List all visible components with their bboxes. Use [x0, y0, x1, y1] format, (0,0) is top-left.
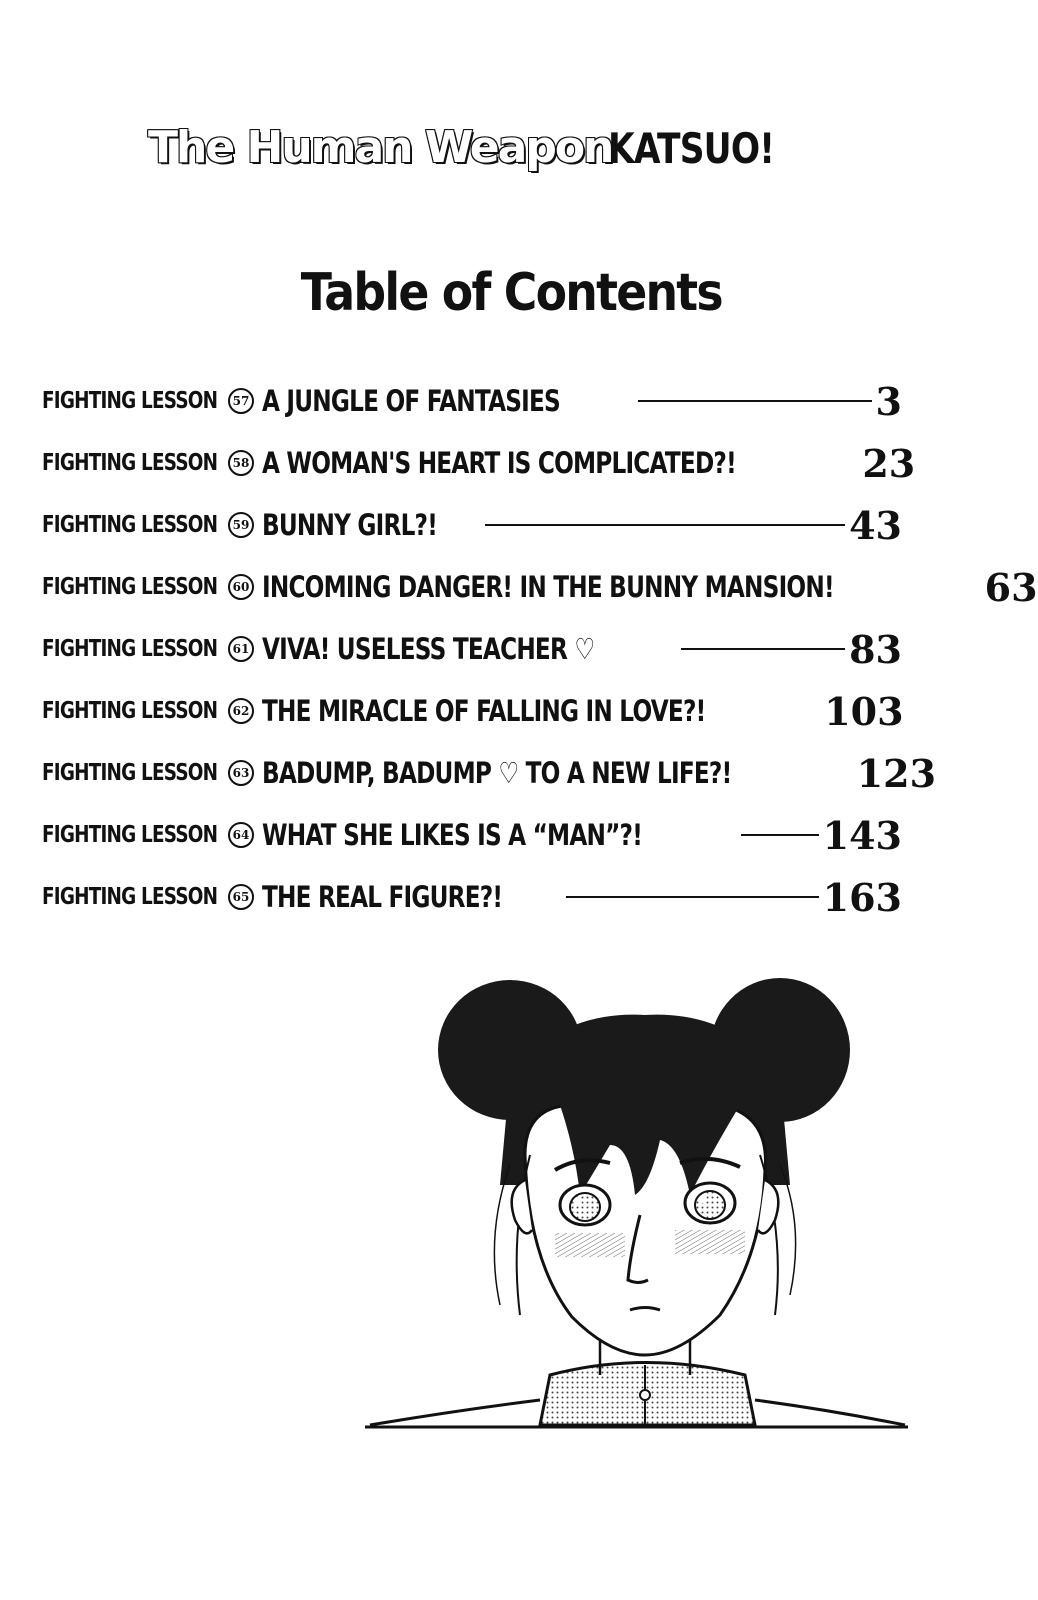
lesson-number-badge: 63 — [228, 760, 254, 786]
chapter-title: VIVA! USELESS TEACHER ♡ — [262, 632, 595, 666]
page-number: 143 — [822, 812, 902, 858]
toc-entry[interactable] — [42, 874, 902, 920]
chapter-title: INCOMING DANGER! IN THE BUNNY MANSION! — [262, 570, 834, 604]
lesson-number-badge: 57 — [228, 388, 254, 414]
page-number: 63 — [984, 564, 1038, 610]
toc-entry[interactable] — [42, 440, 916, 486]
series-title-block — [148, 122, 788, 184]
chapter-title: WHAT SHE LIKES IS A “MAN”?! — [262, 818, 642, 852]
page-number: 83 — [849, 626, 902, 672]
toc-entry[interactable] — [42, 502, 902, 548]
toc-entry[interactable] — [42, 626, 902, 672]
lesson-number-badge: 61 — [228, 636, 254, 662]
chapter-title: A WOMAN'S HEART IS COMPLICATED?! — [262, 446, 736, 480]
lesson-number-badge: 59 — [228, 512, 254, 538]
series-subtitle: KATSUO! — [608, 124, 775, 173]
lesson-label: FIGHTING LESSON — [42, 760, 218, 786]
lesson-label: FIGHTING LESSON — [42, 822, 218, 848]
lesson-label: FIGHTING LESSON — [42, 636, 218, 662]
chapter-title: BUNNY GIRL?! — [262, 508, 437, 542]
lesson-label: FIGHTING LESSON — [42, 698, 218, 724]
leader-line — [741, 834, 819, 836]
leader-line — [566, 896, 818, 898]
toc-heading: Table of Contents — [300, 263, 722, 323]
lesson-number-badge: 65 — [228, 884, 254, 910]
chapter-title: THE MIRACLE OF FALLING IN LOVE?! — [262, 694, 706, 728]
page-number: 3 — [875, 378, 902, 424]
lesson-label: FIGHTING LESSON — [42, 388, 218, 414]
toc-entry[interactable] — [42, 750, 937, 796]
toc-entry[interactable] — [42, 812, 902, 858]
lesson-label: FIGHTING LESSON — [42, 450, 218, 476]
page-number: 103 — [824, 688, 904, 734]
page-number: 123 — [856, 750, 937, 796]
page-number: 43 — [849, 502, 902, 548]
lesson-number-badge: 58 — [228, 450, 254, 476]
series-title: The Human Weapon — [148, 122, 613, 173]
lesson-label: FIGHTING LESSON — [42, 512, 218, 538]
leader-line — [638, 400, 871, 402]
lesson-number-badge: 64 — [228, 822, 254, 848]
leader-line — [485, 524, 845, 526]
toc-entry[interactable] — [42, 378, 902, 424]
chapter-title: BADUMP, BADUMP ♡ TO A NEW LIFE?! — [262, 756, 732, 790]
lesson-label: FIGHTING LESSON — [42, 574, 218, 600]
chapter-title: A JUNGLE OF FANTASIES — [262, 384, 560, 418]
chapter-title: THE REAL FIGURE?! — [262, 880, 503, 914]
leader-line — [681, 648, 845, 650]
toc-entry[interactable] — [42, 688, 902, 734]
toc-entry[interactable] — [42, 564, 1038, 610]
page-number: 23 — [862, 440, 916, 486]
girl-portrait-illustration — [360, 955, 915, 1440]
page-number: 163 — [822, 874, 902, 920]
lesson-number-badge: 62 — [228, 698, 254, 724]
lesson-label: FIGHTING LESSON — [42, 884, 218, 910]
lesson-number-badge: 60 — [228, 574, 254, 600]
